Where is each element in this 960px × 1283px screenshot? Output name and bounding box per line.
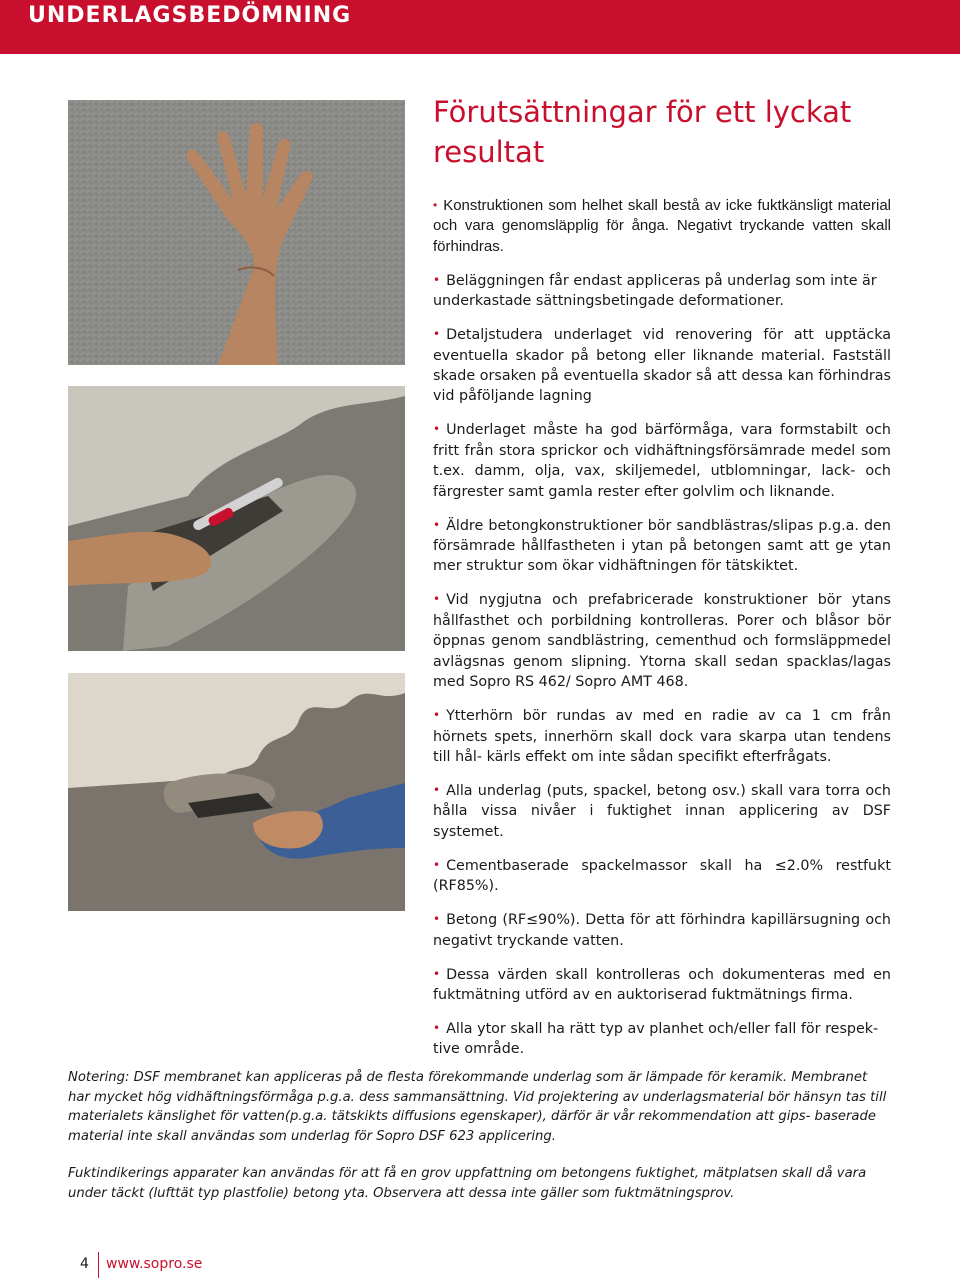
bullet-icon: • bbox=[433, 517, 441, 532]
bullet-icon: • bbox=[433, 1020, 441, 1035]
list-item: • Underlaget måste ha god bärförmåga, vara formstabilt och fritt från stora sprickor och vidhäftningsförsämrade medel som t.ex. damm, olja, vax, skiljemedel, utblomningar, lack- och färgrester samt gamla rester efter golvlim och liknande. bbox=[433, 422, 891, 500]
footer-divider bbox=[98, 1252, 99, 1278]
hand-on-plaster-wall-photo bbox=[68, 100, 405, 365]
list-item: • Konstruktionen som helhet skall bestå av icke fuktkänsligt material och vara genomsläpplig för ånga. Negativt tryckande vatten skall förhindras. bbox=[433, 197, 891, 255]
bullet-icon: • bbox=[433, 592, 441, 607]
trowel-leveling-compound-photo bbox=[68, 386, 405, 651]
trowel-plastering-wall-photo bbox=[68, 673, 405, 911]
bullet-icon: • bbox=[433, 198, 438, 212]
list-item: • Alla underlag (puts, spackel, betong osv.) skall vara torra och hålla vissa nivåer i fuktighet innan applicering av DSF systemet. bbox=[433, 782, 891, 840]
bullet-icon: • bbox=[433, 782, 441, 797]
bullet-icon: • bbox=[433, 327, 441, 342]
membrane-note: Notering: DSF membranet kan appliceras på de flesta förekommande underlag som är lämpade för keramik. Membranet har mycket hög vidhäftningsförmåga p.g.a. dess sammansättning. Vid projektering av underlagsmaterial bör hänsyn tas till materialets känslighet för vatten(p.g.a. tätskikts diffusions egenskaper), därför är vår rekommendation att gips- baserade material inte skall användas som underlag för Sopro DSF 623 applicering. bbox=[68, 1070, 887, 1144]
bullet-icon: • bbox=[433, 708, 441, 723]
list-item: • Dessa värden skall kontrolleras och dokumenteras med en fuktmätning utförd av en auktoriserad fuktmätnings firma. bbox=[433, 966, 891, 1003]
section-title: UNDERLAGSBEDÖMNING bbox=[28, 3, 352, 28]
list-item: • Detaljstudera underlaget vid renovering för att upptäcka eventuella skador på betong eller liknande material. Fastställ skade orsaken på eventuella skador så att dessa kan förhindras vid påföljande lagning bbox=[433, 327, 891, 405]
list-item: • Ytterhörn bör rundas av med en radie av ca 1 cm från hörnets spets, innerhörn skall dock vara skarpa utan tendens till hål- kärls effekt om inte sådan specifikt efterfrågats. bbox=[433, 708, 891, 765]
list-item: • Betong (RF≤90%). Detta för att förhindra kapillärsugning och negativt tryckande vatten. bbox=[433, 912, 891, 949]
list-item: • Vid nygjutna och prefabricerade konstruktioner bör ytans hållfasthet och porbildning kontrolleras. Porer och blåsor bör öppnas genom sandblästring, cementhud och formsläppmedel avlägsnas genom slipning. Ytorna skall sedan spacklas/lagas med Sopro RS 462/ Sopro AMT 468. bbox=[433, 592, 891, 691]
requirements-list bbox=[433, 196, 891, 1073]
page-heading: Förutsättningar för ett lyckat resultat bbox=[433, 95, 852, 169]
bullet-icon: • bbox=[433, 912, 441, 927]
bullet-icon: • bbox=[433, 966, 441, 981]
bullet-icon: • bbox=[433, 422, 441, 437]
list-item: • Äldre betongkonstruktioner bör sandblästras/slipas p.g.a. den försämrade hållfastheten i ytan på betongen samt att ge ytan mer struktur som ökar vidhäftningen för tätskiktet. bbox=[433, 517, 891, 575]
page-number: 4 bbox=[80, 1256, 89, 1272]
header-band bbox=[0, 0, 960, 54]
bullet-icon: • bbox=[433, 272, 441, 287]
list-item: • Cementbaserade spackelmassor skall ha ≤2.0% restfukt (RF85%). bbox=[433, 857, 891, 895]
website-link[interactable]: www.sopro.se bbox=[106, 1256, 203, 1272]
bullet-icon: • bbox=[433, 857, 441, 872]
list-item: • Alla ytor skall ha rätt typ av planhet och/eller fall för respek- tive område. bbox=[433, 1020, 879, 1058]
list-item: • Beläggningen får endast appliceras på underlag som inte är underkastade sättningsbetingade deformationer. bbox=[433, 272, 877, 310]
moisture-indicator-note: Fuktindikerings apparater kan användas för att få en grov uppfattning om betongens fuktighet, mätplatsen skall då vara under täckt (lufttät typ plastfolie) betong yta. Observera att dessa inte gäller som fuktmätningsprov. bbox=[68, 1166, 867, 1201]
